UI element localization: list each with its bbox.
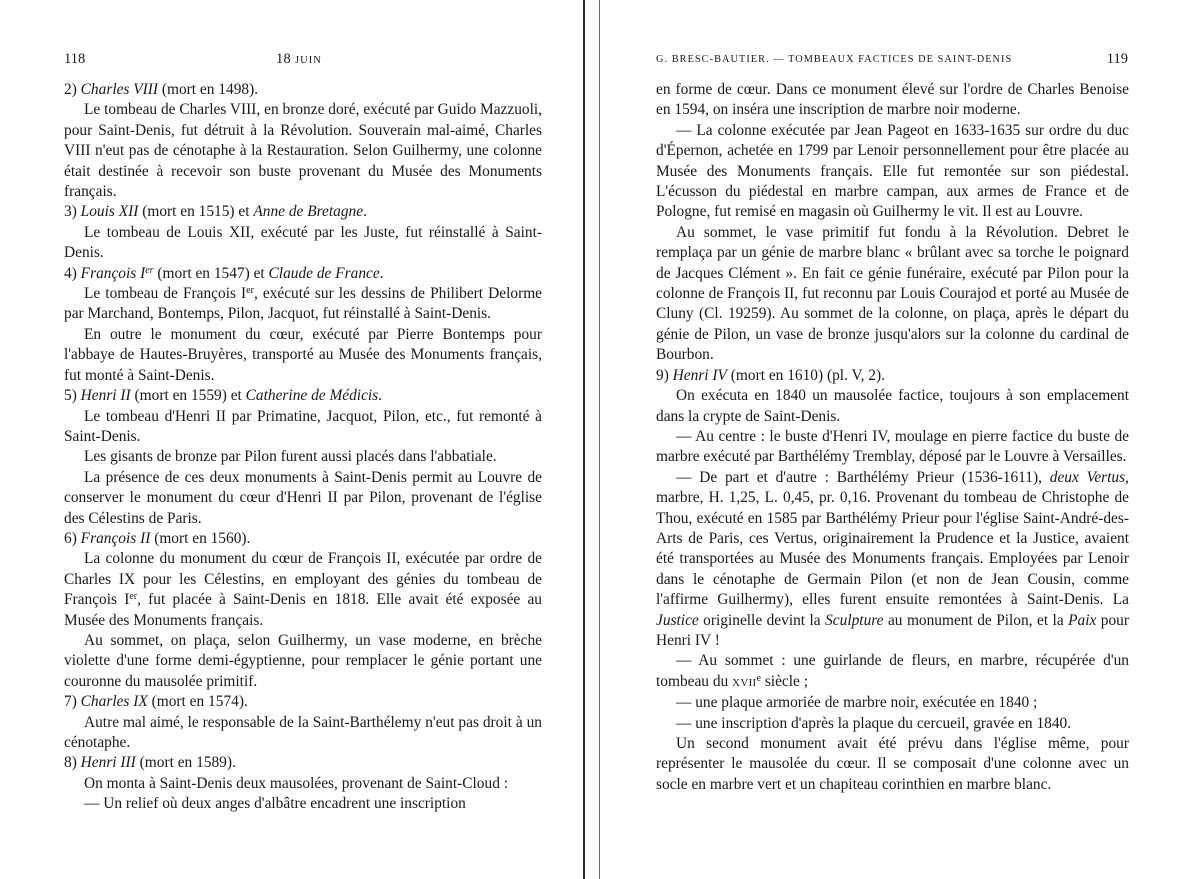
paragraph: — une plaque armoriée de marbre noir, exécutée en 1840 ; [676, 694, 1038, 712]
paragraph: — La colonne exécutée par Jean Pageot en 1633-1635 sur ordre du duc d'Épernon, achetée en 1799 par Lenoir personnellement pour être placée au Musée des Monuments français. Elle fut remontée sur son piédestal. L'écusson du piédestal en marbre campan, aux armes de France et de Pologne, fut remisé en magasin où Guilhermy le vit. Il est au Louvre. [656, 121, 1129, 221]
paragraph: — une inscription d'après la plaque du cercueil, gravée en 1840. [676, 714, 1072, 732]
running-head-month: JUIN [295, 55, 322, 66]
paragraph: La présence de ces deux monuments à Saint-Denis permit au Louvre de conserver le monument du cœur d'Henri II par Pilon, provenant de l'église des Célestins de Paris. [64, 468, 542, 527]
paragraph: On monta à Saint-Denis deux mausolées, provenant de Saint-Cloud : [84, 774, 509, 792]
section-heading: 4) François Ier (mort en 1547) et Claude de France. [64, 264, 384, 282]
paragraph: — Au sommet : une guirlande de fleurs, en marbre, récupérée d'un tombeau du XVIIe siècle ; [656, 652, 1129, 690]
running-head-day: 18 [276, 51, 292, 67]
paragraph: Le tombeau d'Henri II par Primatine, Jacquot, Pilon, etc., fut remonté à Saint-Denis. [64, 407, 542, 445]
gutter-line [583, 0, 585, 879]
paragraph: — Un relief où deux anges d'albâtre encadrent une inscription [84, 795, 466, 813]
paragraph: Autre mal aimé, le responsable de la Saint-Barthélemy n'eut pas droit à un cénotaphe. [64, 713, 542, 751]
page-body [64, 80, 542, 815]
paragraph: Le tombeau de Charles VIII, en bronze doré, exécuté par Guido Mazzuoli, pour Saint-Denis, fut détruit à la Révolution. Souverain mal-aimé, Charles VIII n'eut pas de cénotaphe à la Restauration. Selon Guilhermy, une colonne était destinée à recevoir son buste provenant du Musée des Monuments français. [64, 101, 542, 201]
paragraph: Le tombeau de Louis XII, exécuté par les Juste, fut réinstallé à Saint-Denis. [64, 223, 542, 262]
running-head [64, 51, 542, 73]
left-page [64, 0, 542, 879]
section-heading: 5) Henri II (mort en 1559) et Catherine de Médicis. [64, 387, 383, 405]
section-heading: 9) Henri IV (mort en 1610) (pl. V, 2). [656, 366, 885, 384]
paragraph: Les gisants de bronze par Pilon furent aussi placés dans l'abbatiale. [84, 448, 497, 466]
section-heading: 6) François II (mort en 1560). [64, 529, 251, 547]
paragraph: Un second monument avait été prévu dans l'église même, pour représenter le mausolée du cœur. Il se composait d'une colonne avec un socle en marbre vert et un chapiteau corinthien en marbre blanc. [656, 735, 1129, 793]
paragraph: — De part et d'autre : Barthélémy Prieur (1536-1611), deux Vertus, marbre, H. 1,25, L. 0,45, pr. 0,16. Provenant du tombeau de Christophe de Thou, exécuté en 1585 par Barthélémy Prieur pour l'église Saint-André-des-Arts de Paris, ces Vertus, originairement la Prudence et la Justice, avaient été transportées au Musée des Monuments français. Employées par Lenoir dans le cénotaphe de Germain Pilon (et non de Jean Cousin, comme l'affirme Guilhermy), elles furent ensuite remontées à Saint-Denis. La Justice originelle devint la Sculpture au monument de Pilon, et la Paix pour Henri IV ! [656, 468, 1129, 649]
paragraph: On exécuta en 1840 un mausolée factice, toujours à son emplacement dans la crypte de Saint-Denis. [656, 387, 1129, 425]
page-body [656, 80, 1129, 795]
running-head-title: G. BRESC-BAUTIER. — TOMBEAUX FACTICES DE SAINT-DENIS [656, 54, 1013, 65]
running-head [656, 51, 1129, 73]
paragraph: Au sommet, on plaça, selon Guilhermy, un vase moderne, en brèche violette d'une forme demi-égyptienne, pour remplacer le génie portant une couronne du mausolée primitif. [64, 631, 542, 690]
paragraph: en forme de cœur. Dans ce monument élevé sur l'ordre de Charles Benoise en 1594, on inséra une inscription de marbre noir moderne. [656, 81, 1129, 119]
paragraph: La colonne du monument du cœur de François II, exécutée par ordre de Charles IX pour les Célestins, en employant des génies du tombeau de François Ier, fut placée à Saint-Denis en 1818. Elle avait été exposée au Musée des Monuments français. [64, 550, 542, 629]
section-heading: 2) Charles VIII (mort en 1498). [64, 81, 259, 98]
page-number: 118 [64, 51, 86, 67]
section-heading: 3) Louis XII (mort en 1515) et Anne de Bretagne. [64, 203, 367, 221]
gutter-line [599, 0, 600, 879]
page-number: 119 [1106, 51, 1128, 67]
section-heading: 7) Charles IX (mort en 1574). [64, 693, 248, 711]
running-head-title [276, 51, 322, 68]
section-heading: 8) Henri III (mort en 1589). [64, 754, 236, 772]
paragraph: Au sommet, le vase primitif fut fondu à la Révolution. Debret le remplaça par un génie de marbre blanc « brûlant avec sa torche le poignard de Jacques Clément ». En fait ce génie funéraire, exécuté par Pilon pour la colonne de François II, fut reconnu par Louis Courajod et porté au Musée de Cluny (Cl. 19259). Au sommet de la colonne, on plaça, après le départ du génie de Pilon, un vase de bronze jusqu'alors sur la colonne du cardinal de Bourbon. [656, 223, 1129, 364]
paragraph: — Au centre : le buste d'Henri IV, moulage en pierre factice du buste de marbre exécuté par Barthélémy Tremblay, déposé par le Louvre à Versailles. [656, 427, 1129, 466]
paragraph: En outre le monument du cœur, exécuté par Pierre Bontemps pour l'abbaye de Hautes-Bruyères, transporté au Musée des Monuments français, fut monté à Saint-Denis. [64, 325, 542, 384]
right-page [656, 0, 1129, 879]
paragraph: Le tombeau de François Ier, exécuté sur les dessins de Philibert Delorme par Marchand, Bontemps, Pilon, Jacquot, fut réinstallé à Saint-Denis. [64, 285, 542, 323]
